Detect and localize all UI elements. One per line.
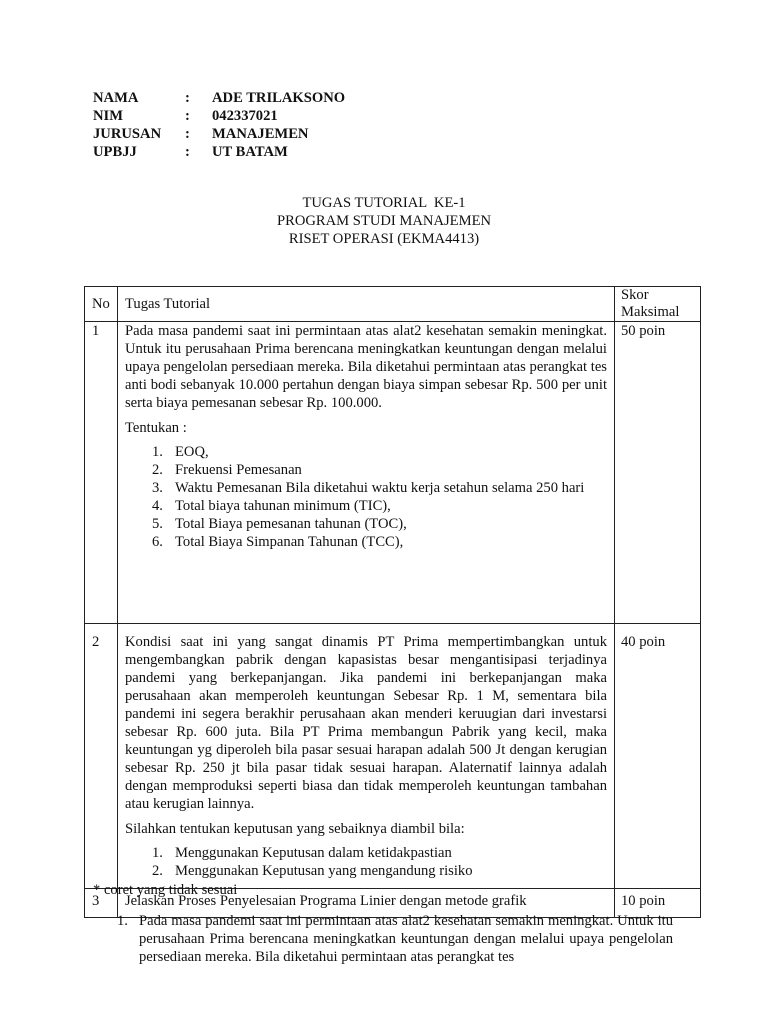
row-task xyxy=(118,624,615,889)
row-number: 2 xyxy=(85,624,118,889)
identity-colon: : xyxy=(185,126,190,142)
identity-colon: : xyxy=(185,108,190,124)
student-identity xyxy=(93,89,345,161)
task-paragraph: Kondisi saat ini yang sangat dinamis PT Prima mempertimbangkan untuk mengembangkan pabrik dengan kapasistas besar mengantisipasi terjadinya pandemi yang berkepanjangan. Jika pandemi ini berkepanjangan maka perusahaan akan memperoleh keuntungan Sebesar Rp. 1 M, sementara bila pandemi ini segera berakhir perusahaan akan menderi keruugian dari investarsi sebesar Rp. 600 juta. Bila PT Prima membangun Pabrik yang kecil, maka keuntungan yg diperoleh bila pasar sesuai harapan adalah 500 Jt dengan kerugian sebesar Rp. 250 jt bila pasar tidak sesuai harapan. Alaternatif lainnya adalah dengan memproduksi seperti biasa dan tidak memperoleh keuntungan tambahan atau kerugian lainnya. xyxy=(125,634,607,812)
header-no: No xyxy=(85,287,118,322)
task-list xyxy=(125,844,607,880)
identity-label: UPBJJ xyxy=(93,144,137,160)
row-score: 40 poin xyxy=(615,624,701,889)
header-score-line: Skor xyxy=(621,287,649,303)
identity-colon: : xyxy=(185,90,190,106)
row-score: 10 poin xyxy=(615,889,701,918)
list-item: 2. Frekuensi Pemesanan xyxy=(152,462,302,478)
list-item: 1. Menggunakan Keputusan dalam ketidakpastian xyxy=(152,845,452,861)
identity-row-nama xyxy=(93,89,345,107)
header-score xyxy=(615,287,701,322)
table-row xyxy=(85,322,701,624)
answer-text: Pada masa pandemi saat ini permintaan atas alat2 kesehatan semakin meningkat. Untuk itu perusahaan Prima berencana meningkatkan keuntungan dengan melalui upaya pengelolan persediaan mereka. Bila diketahui permintaan atas perangkat tes xyxy=(139,913,673,965)
identity-row-nim xyxy=(93,107,345,125)
identity-label: NAMA xyxy=(93,90,139,106)
heading-line: RISET OPERASI (EKMA4413) xyxy=(288,231,480,247)
document-heading xyxy=(0,194,768,248)
identity-value: MANAJEMEN xyxy=(212,126,309,142)
task-paragraph: Pada masa pandemi saat ini permintaan atas alat2 kesehatan semakin meningkat. Untuk itu perusahaan Prima berencana meningkatkan keuntungan dengan melalui upaya pengelolan persediaan mereka. Bila diketahui permintaan atas perangkat tes anti bodi sebanyak 10.000 pertahun dengan biaya simpan sebesar Rp. 500 per unit serta biaya pemesanan sebesar Rp. 100.000. xyxy=(125,323,607,411)
list-item: 6. Total Biaya Simpanan Tahunan (TCC), xyxy=(152,534,404,550)
identity-value: 042337021 xyxy=(212,108,278,124)
header-score-line: Maksimal xyxy=(621,304,680,320)
heading-line: TUGAS TUTORIAL KE-1 xyxy=(302,195,466,211)
footnote: * coret yang tidak sesuai xyxy=(93,882,238,898)
list-item: 2. Menggunakan Keputusan yang mengandung risiko xyxy=(152,863,473,879)
list-item: 3. Waktu Pemesanan Bila diketahui waktu kerja setahun selama 250 hari xyxy=(152,480,585,496)
list-item: 4. Total biaya tahunan minimum (TIC), xyxy=(152,498,391,514)
task-table xyxy=(84,286,701,918)
list-item: 5. Total Biaya pemesanan tahunan (TOC), xyxy=(152,516,407,532)
identity-label: NIM xyxy=(93,108,123,124)
table-row xyxy=(85,624,701,889)
row-number: 1 xyxy=(85,322,118,624)
identity-colon: : xyxy=(185,144,190,160)
row-number: 3 xyxy=(85,889,118,918)
answer-number: 1. xyxy=(117,913,128,929)
identity-value: ADE TRILAKSONO xyxy=(212,90,346,106)
row-task xyxy=(118,322,615,624)
header-task: Tugas Tutorial xyxy=(118,287,615,322)
task-prompt: Silahkan tentukan keputusan yang sebaiknya diambil bila: xyxy=(125,821,465,837)
identity-label: JURUSAN xyxy=(93,126,162,142)
row-score: 50 poin xyxy=(615,322,701,624)
identity-row-jurusan xyxy=(93,125,345,143)
answer-item xyxy=(117,912,673,966)
task-prompt: Tentukan : xyxy=(125,420,187,436)
row-task: Jelaskan Proses Penyelesaian Programa Linier dengan metode grafik xyxy=(118,889,615,918)
identity-value: UT BATAM xyxy=(212,144,288,160)
task-list xyxy=(125,443,607,551)
identity-row-upbjj xyxy=(93,143,345,161)
table-header-row xyxy=(85,287,701,322)
heading-line: PROGRAM STUDI MANAJEMEN xyxy=(276,213,492,229)
list-item: 1. EOQ, xyxy=(152,444,209,460)
